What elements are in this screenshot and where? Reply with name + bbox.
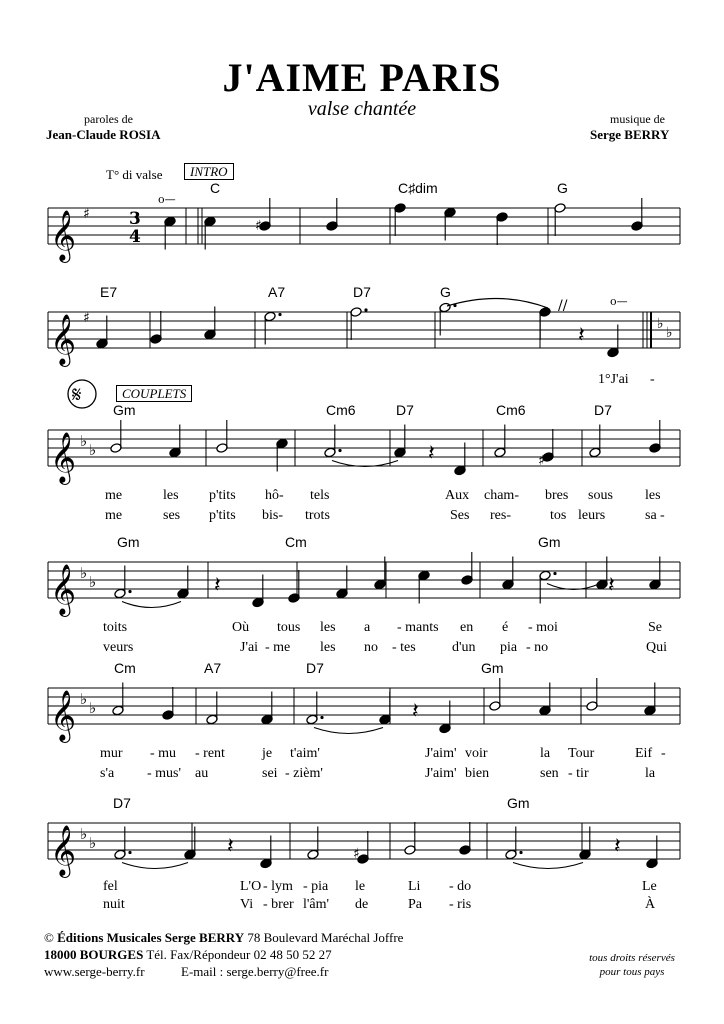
marker-icon: o— — [158, 193, 176, 206]
flat-key-icon: ♭ — [80, 432, 88, 450]
chord-symbol: Cm — [114, 660, 136, 676]
lyric-verse-1-syllable: L'O — [240, 879, 262, 894]
publisher-email[interactable]: E-mail : serge.berry@free.fr — [181, 964, 329, 979]
lyric-verse-1-syllable: - — [650, 372, 655, 387]
lyric-verse-1-syllable: t'aim' — [290, 746, 320, 761]
lyric-verse-2-syllable: au — [195, 766, 209, 781]
tie — [447, 298, 548, 308]
lyric-verse-2-syllable: nuit — [103, 897, 125, 912]
lyric-verse-2-syllable: sa — [645, 508, 657, 523]
lyric-verse-1-syllable: 1°J'ai — [598, 372, 629, 387]
time-signature-bottom: 4 — [129, 227, 141, 247]
lyric-verse-1-syllable: toits — [103, 620, 128, 635]
chord-symbol: Cm6 — [326, 402, 356, 418]
flat-key-icon: ♭ — [657, 316, 664, 332]
lyric-verse-1-syllable: é — [502, 620, 509, 635]
marker-icon: o— — [610, 295, 628, 308]
composer-label: musique de — [610, 112, 665, 126]
flat-key-icon: ♭ — [89, 834, 97, 852]
publisher-website[interactable]: www.serge-berry.fr — [44, 964, 145, 979]
lyric-verse-2-syllable: - zièm' — [285, 766, 323, 781]
lyricist-name: Jean-Claude ROSIA — [46, 127, 161, 142]
couplets-label: COUPLETS — [116, 385, 192, 402]
lyric-verse-2-syllable: - mus' — [147, 766, 182, 781]
lyric-verse-2-syllable: Ses — [450, 508, 470, 523]
lyric-verse-1-syllable: Aux — [445, 488, 470, 503]
lyric-verse-2-syllable: À — [645, 897, 656, 912]
chord-symbol: E7 — [100, 284, 118, 300]
chord-symbol: Gm — [117, 534, 140, 550]
lyric-verse-2-syllable: la — [645, 766, 656, 781]
tempo-marking: T° di valse — [106, 167, 163, 182]
lyric-verse-2-syllable: res- — [490, 508, 511, 523]
chord-symbol: Gm — [113, 402, 136, 418]
lyric-verse-2-syllable: bien — [465, 766, 490, 781]
chord-symbol: D7 — [594, 402, 612, 418]
chord-symbol: D7 — [306, 660, 324, 676]
lyric-verse-1-syllable: cham- — [484, 488, 519, 503]
rights-line-2: pour tous pays — [599, 966, 665, 978]
tie — [122, 863, 188, 869]
chord-symbol: C♯dim — [398, 180, 438, 196]
lyric-verse-1-syllable: tous — [277, 620, 301, 635]
lyric-verse-1-syllable: - mants — [397, 620, 439, 635]
publisher-city-line — [44, 947, 332, 963]
lyric-verse-1-syllable: - moi — [528, 620, 558, 635]
flat-key-icon: ♭ — [80, 690, 88, 708]
treble-clef-icon: 𝄞 — [50, 432, 77, 483]
lyric-verse-1-syllable: Se — [648, 620, 662, 635]
lyric-verse-1-syllable: les — [645, 488, 661, 503]
sharp-icon: ♯ — [353, 846, 360, 862]
lyric-verse-1-syllable: - pia — [303, 879, 329, 894]
dot — [320, 716, 323, 719]
chord-symbol: Gm — [538, 534, 561, 550]
dot — [553, 572, 556, 575]
chord-symbol: D7 — [353, 284, 371, 300]
treble-clef-icon: 𝄞 — [50, 690, 77, 741]
sharp-key-icon: ♯ — [83, 206, 90, 222]
tie — [122, 602, 181, 608]
lyric-verse-2-syllable: - ris — [449, 897, 472, 912]
lyric-verse-1-syllable: hô- — [265, 488, 284, 503]
lyric-verse-2-syllable: - me — [265, 640, 291, 655]
lyric-verse-2-syllable: bis- — [262, 508, 283, 523]
quarter-rest-icon: 𝄽 — [428, 441, 435, 466]
flat-key-icon: ♭ — [89, 573, 97, 591]
chord-symbol: A7 — [268, 284, 286, 300]
lyric-verse-2-syllable: me — [105, 508, 123, 523]
chord-symbol: G — [557, 180, 568, 196]
time-signature-top: 3 — [129, 209, 141, 229]
lyric-verse-1-syllable: fel — [103, 879, 118, 894]
lyricist-label: paroles de — [84, 112, 133, 126]
lyric-verse-1-syllable: je — [262, 746, 273, 761]
flat-key-icon: ♭ — [80, 825, 88, 843]
lyric-verse-2-syllable: s'a — [100, 766, 115, 781]
sharp-key-icon: ♯ — [83, 310, 90, 326]
publisher-address: 78 Boulevard Maréchal Joffre — [244, 930, 404, 945]
sharp-icon: ♯ — [255, 218, 262, 234]
lyric-verse-2-syllable: p'tits — [209, 508, 236, 523]
publisher-line — [44, 930, 403, 946]
lyric-verse-1-syllable: J'aim' — [425, 746, 457, 761]
lyric-verse-2-syllable: veurs — [103, 640, 134, 655]
lyric-verse-2-syllable: Qui — [646, 640, 667, 655]
lyric-verse-1-syllable: voir — [465, 746, 488, 761]
lyric-verse-2-syllable: sei — [262, 766, 278, 781]
lyric-verse-2-syllable: J'aim' — [425, 766, 457, 781]
lyric-verse-1-syllable: a — [364, 620, 371, 635]
publisher-phone: Tél. Fax/Répondeur 02 48 50 52 27 — [143, 947, 332, 962]
flat-key-icon: ♭ — [89, 441, 97, 459]
publisher-name: Éditions Musicales Serge BERRY — [57, 930, 245, 945]
segno-icon: 𝄋 — [72, 383, 82, 408]
lyric-verse-1-syllable: Où — [232, 620, 250, 635]
treble-clef-icon: 𝄞 — [50, 210, 77, 261]
lyric-verse-1-syllable: en — [460, 620, 474, 635]
treble-clef-icon: 𝄞 — [50, 314, 77, 365]
lyric-verse-2-syllable: de — [355, 897, 369, 912]
lyric-verse-1-syllable: bres — [545, 488, 569, 503]
lyric-verse-2-syllable: leurs — [578, 508, 606, 523]
lyric-verse-1-syllable: le — [355, 879, 366, 894]
lyric-verse-2-syllable: l'âm' — [303, 897, 330, 912]
chord-symbol: Gm — [481, 660, 504, 676]
lyric-verse-2-syllable: tos — [550, 508, 567, 523]
flat-key-icon: ♭ — [80, 564, 88, 582]
lyric-verse-2-syllable: J'ai — [240, 640, 259, 655]
lyric-verse-1-syllable: Le — [642, 879, 657, 894]
lyric-verse-1-syllable: - — [661, 746, 666, 761]
lyric-verse-1-syllable: - lym — [263, 879, 293, 894]
lyric-verse-2-syllable: sen — [540, 766, 559, 781]
dot — [278, 313, 281, 316]
composer-name: Serge BERRY — [590, 127, 670, 142]
flat-key-icon: ♭ — [89, 699, 97, 717]
lyric-verse-2-syllable: pia — [500, 640, 518, 655]
lyric-verse-2-syllable: - — [660, 508, 665, 523]
chord-symbol: D7 — [113, 795, 131, 811]
lyric-verse-2-syllable: trots — [305, 508, 330, 523]
tie — [314, 728, 383, 734]
quarter-rest-icon: 𝄽 — [412, 699, 419, 724]
quarter-rest-icon: 𝄽 — [227, 834, 234, 859]
chord-symbol: Cm6 — [496, 402, 526, 418]
flat-key-icon: ♭ — [666, 325, 673, 341]
lyric-verse-2-syllable: Vi — [240, 897, 254, 912]
rights-line-1: tous droits réservés — [589, 952, 675, 964]
intro-label: INTRO — [184, 163, 234, 180]
chord-symbol: D7 — [396, 402, 414, 418]
lyric-verse-2-syllable: - tes — [392, 640, 416, 655]
dot — [128, 851, 131, 854]
lyric-verse-2-syllable: no — [364, 640, 378, 655]
chord-symbol: Cm — [285, 534, 307, 550]
lyric-verse-1-syllable: me — [105, 488, 123, 503]
tie — [513, 863, 583, 869]
publisher-city: 18000 BOURGES — [44, 947, 144, 962]
lyric-verse-1-syllable: la — [540, 746, 551, 761]
lyric-verse-2-syllable: - tir — [568, 766, 589, 781]
chord-symbol: A7 — [204, 660, 222, 676]
quarter-rest-icon: 𝄽 — [214, 573, 221, 598]
lyric-verse-1-syllable: mur — [100, 746, 123, 761]
lyric-verse-1-syllable: tels — [310, 488, 330, 503]
sharp-icon: ♯ — [538, 453, 545, 469]
caesura-icon: // — [558, 298, 568, 314]
dot — [519, 851, 522, 854]
subtitle: valse chantée — [307, 98, 417, 120]
lyric-verse-1-syllable: - mu — [150, 746, 177, 761]
lyric-verse-1-syllable: - rent — [195, 746, 225, 761]
lyric-verse-2-syllable: ses — [163, 508, 181, 523]
quarter-rest-icon: 𝄽 — [578, 323, 585, 348]
quarter-rest-icon: 𝄽 — [608, 573, 615, 598]
lyric-verse-1-syllable: p'tits — [209, 488, 236, 503]
lyric-verse-1-syllable: les — [163, 488, 179, 503]
chord-symbol: G — [440, 284, 451, 300]
page-title: J'AIME PARIS — [222, 55, 502, 100]
dot — [338, 449, 341, 452]
lyric-verse-1-syllable: Eif — [635, 746, 653, 761]
lyric-verse-1-syllable: sous — [588, 488, 613, 503]
quarter-rest-icon: 𝄽 — [614, 834, 621, 859]
lyric-verse-2-syllable: d'un — [452, 640, 476, 655]
treble-clef-icon: 𝄞 — [50, 564, 77, 615]
lyric-verse-1-syllable: Li — [408, 879, 421, 894]
chord-symbol: Gm — [507, 795, 530, 811]
lyric-verse-1-syllable: Tour — [568, 746, 595, 761]
lyric-verse-1-syllable: - do — [449, 879, 472, 894]
treble-clef-icon: 𝄞 — [50, 825, 77, 876]
lyric-verse-2-syllable: les — [320, 640, 336, 655]
dot — [364, 308, 367, 311]
chord-symbol: C — [210, 180, 221, 196]
copyright-sign: © — [44, 930, 58, 945]
lyric-verse-2-syllable: - no — [526, 640, 549, 655]
lyric-verse-2-syllable: - brer — [263, 897, 294, 912]
dot — [128, 590, 131, 593]
lyric-verse-2-syllable: Pa — [408, 897, 422, 912]
lyric-verse-1-syllable: les — [320, 620, 336, 635]
